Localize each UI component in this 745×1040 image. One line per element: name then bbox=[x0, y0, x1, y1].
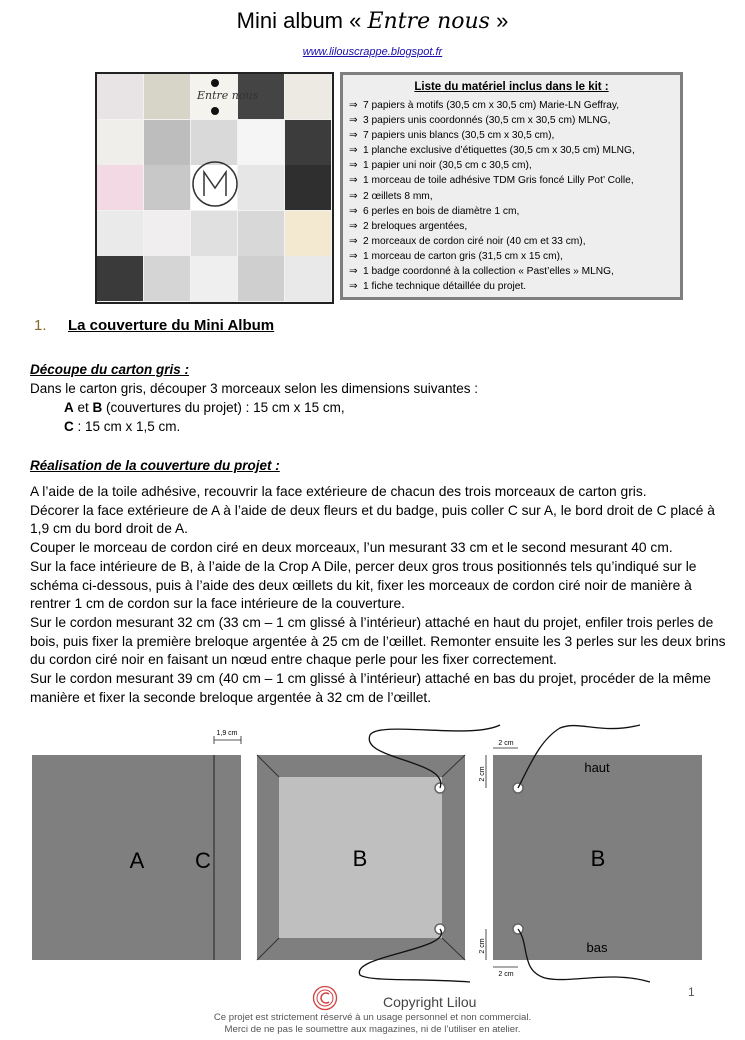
cut-dimension-c: C : 15 cm x 1,5 cm. bbox=[64, 419, 181, 434]
paragraph: Sur la face intérieure de B, à l’aide de la Crop A Dile, percer deux gros trous positionnés tels qu’indiqué sur le schéma ci-dessous, puis à l’aide des deux œillets du kit, fixer les morceaux de cordon ciré noir de manière à rentrer 1 cm de cordon sur la face intérieure de la couverture. bbox=[30, 558, 697, 612]
kit-list-item: ⇒ 1 papier uni noir (30,5 cm c 30,5 cm), bbox=[349, 158, 635, 173]
kit-list-item: ⇒ 2 breloques argentées, bbox=[349, 219, 635, 234]
kit-list-item: ⇒ 1 planche exclusive d’étiquettes (30,5 cm x 30,5 cm) MLNG, bbox=[349, 143, 635, 158]
section-number: 1. bbox=[34, 317, 47, 334]
arrow-icon: ⇒ bbox=[349, 235, 358, 247]
arrow-icon: ⇒ bbox=[349, 160, 358, 172]
page-title: Mini album « Entre nous » bbox=[236, 8, 509, 34]
page-number: 1 bbox=[688, 985, 695, 999]
footer-line-1: Ce projet est strictement réservé à un usage personnel et non commercial. bbox=[213, 1012, 532, 1023]
cover-diagram bbox=[0, 720, 745, 985]
kit-list-item: ⇒ 1 morceau de toile adhésive TDM Gris foncé Lilly Pot’ Colle, bbox=[349, 173, 635, 188]
kit-photo-collage bbox=[95, 72, 334, 304]
kit-list-item: ⇒ 2 morceaux de cordon ciré noir (40 cm et 33 cm), bbox=[349, 234, 635, 249]
paragraph: Décorer la face extérieure de A à l’aide de deux fleurs et du badge, puis coller C sur A, le bord droit de C placé à 1,9 cm du bord droit de A. bbox=[30, 502, 715, 537]
paragraph: A l’aide de la toile adhésive, recouvrir la face extérieure de chacun des trois morceaux de carton gris. bbox=[30, 484, 647, 499]
arrow-icon: ⇒ bbox=[349, 281, 358, 293]
label-c: C bbox=[195, 848, 211, 873]
copyright-logo-icon bbox=[312, 985, 338, 1011]
arrow-icon: ⇒ bbox=[349, 220, 358, 232]
realisation-heading: Réalisation de la couverture du projet : bbox=[30, 458, 280, 473]
kit-title: Liste du matériel inclus dans le kit : bbox=[414, 81, 609, 93]
label-b1: B bbox=[352, 846, 368, 871]
mlng-logo-icon bbox=[190, 144, 240, 224]
arrow-icon: ⇒ bbox=[349, 145, 358, 157]
dim-top-v: 2 cm bbox=[479, 766, 486, 782]
website-link[interactable]: www.lilouscrappe.blogspot.fr bbox=[302, 46, 443, 58]
dim-bot-h: 2 cm bbox=[498, 971, 514, 978]
paragraph: Couper le morceau de cordon ciré en deux morceaux, l’un mesurant 33 cm et le second mesurant 40 cm. bbox=[30, 540, 673, 556]
cut-intro: Dans le carton gris, découper 3 morceaux selon les dimensions suivantes : bbox=[30, 381, 478, 396]
cut-dimension-ab: A et B (couvertures du projet) : 15 cm x 15 cm, bbox=[64, 400, 345, 415]
dim-c-label: 1,9 cm bbox=[216, 730, 238, 737]
dim-top-h: 2 cm bbox=[498, 740, 514, 747]
cut-heading: Découpe du carton gris : bbox=[30, 362, 190, 377]
copyright-text: Copyright Lilou bbox=[383, 994, 477, 1010]
arrow-icon: ⇒ bbox=[349, 266, 358, 278]
section-title: La couverture du Mini Album bbox=[68, 317, 275, 334]
kit-list-item: ⇒ 1 morceau de carton gris (31,5 cm x 15 cm), bbox=[349, 249, 635, 264]
arrow-icon: ⇒ bbox=[349, 205, 358, 217]
arrow-icon: ⇒ bbox=[349, 115, 358, 127]
kit-list-item: ⇒ 7 papiers à motifs (30,5 cm x 30,5 cm) Marie-LN Geffray, bbox=[349, 98, 635, 113]
arrow-icon: ⇒ bbox=[349, 130, 358, 142]
kit-list-item: ⇒ 1 badge coordonné à la collection « Past’elles » MLNG, bbox=[349, 264, 635, 279]
arrow-icon: ⇒ bbox=[349, 100, 358, 111]
kit-list-item: ⇒ 7 papiers unis blancs (30,5 cm x 30,5 cm), bbox=[349, 128, 635, 143]
title-script: Entre nous bbox=[367, 9, 490, 34]
label-bas: bas bbox=[586, 940, 608, 955]
kit-list-item: ⇒ 1 fiche technique détaillée du projet. bbox=[349, 279, 635, 294]
kit-list-item: ⇒ 3 papiers unis coordonnés (30,5 cm x 30,5 cm) MLNG, bbox=[349, 113, 635, 128]
paragraph: Sur le cordon mesurant 39 cm (40 cm – 1 cm glissé à l’intérieur) attaché en bas du projet, procéder de la même manière et fixer la seconde breloque argentée à 32 cm de l’œillet. bbox=[30, 671, 711, 705]
photo-caption: Entre nous bbox=[197, 89, 259, 102]
dim-bot-v: 2 cm bbox=[479, 938, 486, 954]
kit-list-item: ⇒ 2 œillets 8 mm, bbox=[349, 189, 635, 204]
kit-list-item: ⇒ 6 perles en bois de diamètre 1 cm, bbox=[349, 204, 635, 219]
label-haut: haut bbox=[584, 760, 610, 775]
kit-list bbox=[349, 98, 635, 294]
label-b2: B bbox=[590, 846, 606, 871]
realisation-text bbox=[30, 483, 730, 707]
arrow-icon: ⇒ bbox=[349, 250, 358, 262]
arrow-icon: ⇒ bbox=[349, 190, 358, 202]
label-a: A bbox=[129, 848, 145, 873]
footer-line-2: Merci de ne pas le soumettre aux magazines, ni de l’utiliser en atelier. bbox=[224, 1024, 521, 1035]
arrow-icon: ⇒ bbox=[349, 175, 358, 187]
paragraph: Sur le cordon mesurant 32 cm (33 cm – 1 cm glissé à l’intérieur) attaché en haut du projet, enfiler trois perles de bois, puis fixer la première breloque argentée à 25 cm de l’œillet. Remonter ensuite les 3 perles sur les deux brins du cordon ciré noir en faisant un nœud entre chaque perle pour les fixer correctement. bbox=[30, 614, 726, 668]
kit-material-box bbox=[340, 72, 683, 300]
